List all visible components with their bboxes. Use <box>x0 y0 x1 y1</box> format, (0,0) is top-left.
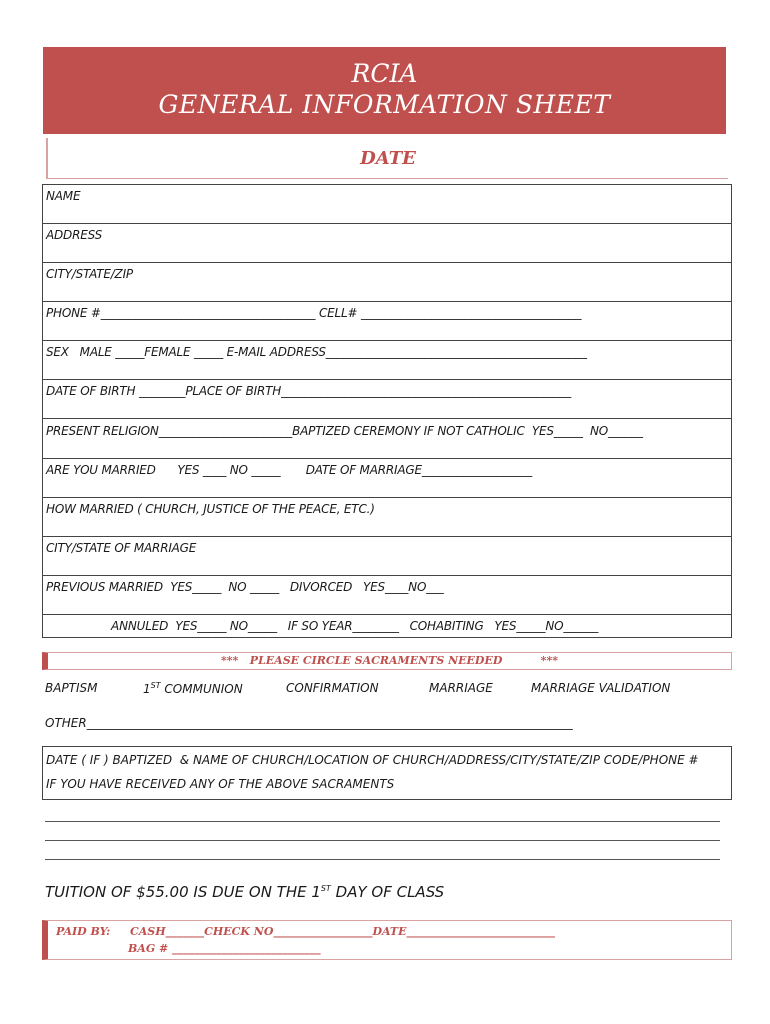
city-state-zip-label: CITY/STATE/ZIP <box>46 267 133 281</box>
married-label: ARE YOU MARRIED YES ____ NO _____ DATE OF MARRIAGE___________________ <box>46 463 533 477</box>
how-married-label: HOW MARRIED ( CHURCH, JUSTICE OF THE PEACE, ETC.) <box>46 502 375 516</box>
city-state-marriage-field[interactable] <box>43 537 731 576</box>
sacrament-marriage[interactable]: MARRIAGE <box>429 681 493 695</box>
communion-superscript: ST <box>150 681 161 690</box>
sex-email-field[interactable] <box>43 341 731 380</box>
name-label: NAME <box>46 189 81 203</box>
name-field[interactable] <box>43 185 731 224</box>
city-state-marriage-label: CITY/STATE OF MARRIAGE <box>46 541 197 555</box>
annulled-label: ANNULED YES_____ NO_____ IF SO YEAR________ COHABITING YES_____NO______ <box>46 619 599 633</box>
sacraments-header-bar <box>42 652 732 670</box>
date-label: DATE <box>360 148 416 169</box>
general-info-form <box>42 184 732 638</box>
religion-field[interactable] <box>43 419 731 459</box>
prior-sacraments-box[interactable] <box>42 746 732 800</box>
address-field[interactable] <box>43 224 731 263</box>
date-bar <box>46 138 728 179</box>
sacrament-marriage-validation[interactable]: MARRIAGE VALIDATION <box>531 681 671 695</box>
how-married-field[interactable] <box>43 498 731 537</box>
city-state-zip-field[interactable] <box>43 263 731 302</box>
birth-label: DATE OF BIRTH ________PLACE OF BIRTH__________________________________________________ <box>46 384 572 398</box>
title-line-2: GENERAL INFORMATION SHEET <box>158 90 611 119</box>
annulled-field[interactable] <box>43 615 731 639</box>
tuition-text: TUITION OF $55.00 IS DUE ON THE 1 <box>45 883 321 901</box>
blank-line[interactable] <box>45 821 720 822</box>
religion-label: PRESENT RELIGION_______________________BAPTIZED CEREMONY IF NOT CATHOLIC YES_____ NO______ <box>46 424 643 438</box>
phone-field[interactable] <box>43 302 731 341</box>
previous-married-label: PREVIOUS MARRIED YES_____ NO _____ DIVORCED YES____NO___ <box>46 580 444 594</box>
title-banner <box>43 47 726 134</box>
prior-sacraments-line-2: IF YOU HAVE RECEIVED ANY OF THE ABOVE SACRAMENTS <box>46 777 395 791</box>
blank-line[interactable] <box>45 840 720 841</box>
payment-fields[interactable]: CASH_______CHECK NO__________________DATE___________________________ <box>130 925 555 938</box>
communion-text: COMMUNION <box>160 682 243 696</box>
sacrament-confirmation[interactable]: CONFIRMATION <box>286 681 379 695</box>
paid-by-label: PAID BY: <box>56 925 111 938</box>
title-line-1: RCIA <box>351 59 418 88</box>
tuition-text-end: DAY OF CLASS <box>330 883 445 901</box>
phone-label: PHONE #_____________________________________ CELL# ______________________________________ <box>46 306 582 320</box>
blank-line[interactable] <box>45 859 720 860</box>
tuition-superscript: ST <box>320 884 331 893</box>
previous-married-field[interactable] <box>43 576 731 615</box>
payment-box <box>42 920 732 960</box>
sacraments-header: *** PLEASE CIRCLE SACRAMENTS NEEDED *** <box>221 654 558 667</box>
communion-number: 1 <box>143 682 151 696</box>
married-field[interactable] <box>43 459 731 498</box>
other-field[interactable]: OTHER_________________________________________________________________________________ <box>45 716 573 730</box>
prior-sacraments-line-1: DATE ( IF ) BAPTIZED & NAME OF CHURCH/LOCATION OF CHURCH/ADDRESS/CITY/STATE/ZIP CODE/PHONE # <box>46 753 699 767</box>
sex-email-label: SEX MALE _____FEMALE _____ E-MAIL ADDRESS_____________________________________________ <box>46 345 587 359</box>
address-label: ADDRESS <box>46 228 103 242</box>
sacrament-baptism[interactable]: BAPTISM <box>45 681 98 695</box>
birth-field[interactable] <box>43 380 731 419</box>
sacrament-first-communion[interactable] <box>143 681 243 696</box>
tuition-notice <box>45 883 444 901</box>
bag-field[interactable]: BAG # ___________________________ <box>128 942 321 955</box>
